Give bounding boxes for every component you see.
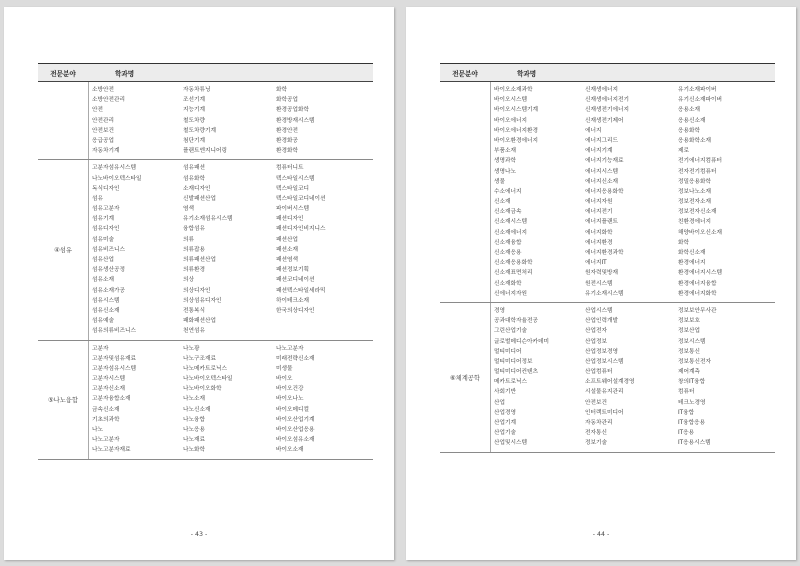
department-name: 유기소재시스템 <box>585 290 624 297</box>
department-name: 안전 <box>92 107 103 114</box>
department-name: 바이오시스템 <box>494 97 527 104</box>
department-grid <box>89 160 373 339</box>
department-name: 환경화공 <box>276 137 298 144</box>
department-name: 독식디자인 <box>92 185 120 192</box>
department-name: 미래전략신소재 <box>276 355 315 362</box>
department-name: 생명과학 <box>494 158 516 165</box>
department-name: 바이오산업기계 <box>276 416 315 423</box>
department-name: 신소재시스템 <box>494 219 527 226</box>
department-name: 신소재화학 <box>494 280 522 287</box>
department-name: 에너지환경 <box>585 239 613 246</box>
department-name: 정보나노소재 <box>678 188 711 195</box>
field-label: ④섬유 <box>38 160 89 339</box>
department-name: 바이오 <box>276 376 293 383</box>
department-name: 멀티미디어 <box>494 348 522 355</box>
department-name: 에너지환경과학 <box>585 250 624 256</box>
department-name: 텍스타일시스템 <box>276 175 315 182</box>
department-name: 나노 <box>92 427 103 433</box>
department-name: 천연섬유 <box>183 328 205 335</box>
department-name: 응용신소재 <box>678 117 706 124</box>
header-field: 전문분야 <box>50 69 76 78</box>
department-name: 수소에너지 <box>494 188 522 195</box>
department-name: 에너지화학 <box>585 229 613 236</box>
department-name: 섬유소재가공 <box>92 287 125 294</box>
department-name: IT융합 <box>678 409 695 416</box>
department-name: 나노메카트로닉스 <box>183 365 227 372</box>
department-name: 정밀응용화학 <box>678 178 711 185</box>
department-name: 공과대학자율전공 <box>494 318 538 325</box>
department-name: IT융합응용 <box>678 420 706 426</box>
department-name: 환경안전 <box>276 127 298 134</box>
department-name: 그린산업기술 <box>494 328 527 335</box>
department-name: 정보전자신소재 <box>678 209 717 216</box>
department-name: 바이오에너지 <box>494 117 527 124</box>
department-name: 고분자섬유시스템 <box>92 365 136 372</box>
department-name: 텍스타일코디 <box>276 185 309 192</box>
department-name: 소재디자인 <box>183 185 211 192</box>
department-name: 산업시스템 <box>585 307 613 314</box>
department-name: 전통복식 <box>183 307 205 314</box>
department-name: 의상섬유디자인 <box>183 297 222 304</box>
department-name: 섬유의류비즈니스 <box>92 328 136 335</box>
department-name: 하이테크소재 <box>276 297 309 304</box>
department-name: 섬유신소재 <box>92 307 120 314</box>
department-name: 패션디자인 <box>276 216 304 223</box>
field-section <box>440 303 775 453</box>
department-name: 바이오섬유소재 <box>276 437 315 444</box>
department-name: 전자통신 <box>585 430 607 437</box>
page-43 <box>4 7 394 560</box>
department-name: 신재생전기제어 <box>585 117 624 124</box>
department-name: 나노화학 <box>183 447 205 454</box>
department-name: 패션텍스타일세라믹 <box>276 287 326 294</box>
department-name: 유기소재섬유시스템 <box>183 216 233 223</box>
department-name: 신소재표면처리 <box>494 270 533 277</box>
department-name: 섬유비즈니스 <box>92 246 125 253</box>
department-name: 신소재융합 <box>494 239 522 246</box>
department-name: 환경방재시스템 <box>276 117 315 124</box>
department-name: 나노구조재료 <box>183 355 216 362</box>
department-name: 사회기반 <box>494 389 516 396</box>
department-name: IT응용 <box>678 430 695 437</box>
department-name: 에너지전기 <box>585 209 613 216</box>
department-name: 섬유소재 <box>92 277 114 284</box>
department-name: 나노바이오화학 <box>183 386 222 393</box>
field-label: ⑤나노융합 <box>38 341 89 459</box>
department-grid <box>491 303 775 452</box>
department-name: 에너지자원 <box>585 199 613 206</box>
department-name: 고분자 <box>92 345 109 352</box>
department-name: 융합섬유 <box>183 226 205 233</box>
header-department: 학과명 <box>517 69 537 78</box>
department-name: 신에너지자원 <box>494 290 527 297</box>
department-name: 의류 <box>183 236 194 243</box>
department-name: 신발패션산업 <box>183 195 216 202</box>
department-name: 나노바이오텍스타일 <box>92 175 142 182</box>
department-name: 테크노경영 <box>678 399 706 406</box>
department-name: 신소재응용화학 <box>494 260 533 267</box>
department-name: 나노광 <box>183 345 200 352</box>
department-name: 신소재 <box>494 199 511 206</box>
department-name: 환경에너지시스템 <box>678 270 722 277</box>
page-44 <box>406 7 796 560</box>
department-name: 나노응용 <box>183 427 205 433</box>
department-name: 섬유고분자 <box>92 206 120 213</box>
department-name: 안전관리 <box>92 117 114 124</box>
field-label: ⑥체계공학 <box>440 303 491 452</box>
department-name: 원전시스템 <box>585 280 613 287</box>
header-field: 전문분야 <box>452 69 478 78</box>
department-name: 철도차량기계 <box>183 127 216 134</box>
department-name: 소방안전관리 <box>92 97 125 104</box>
department-name: 산업컴퓨터 <box>585 369 613 376</box>
department-name: 산업경영 <box>494 409 516 416</box>
page-number: - 44 - <box>592 531 610 538</box>
department-name: 산업정보 <box>585 338 607 345</box>
department-name: 섬유패션 <box>183 165 205 172</box>
department-name: 파이버시스템 <box>276 206 309 213</box>
field-label <box>38 82 89 159</box>
department-name: 산업인력개발 <box>585 318 618 325</box>
department-name: 제로 <box>678 148 689 155</box>
department-name: 바이오에너지환경 <box>494 127 538 134</box>
department-name: 자동차튜닝 <box>183 87 211 93</box>
department-name: 환경에너지 <box>678 260 706 267</box>
department-name: 정보보안무사관 <box>678 307 717 314</box>
department-name: 환경화학 <box>276 148 298 155</box>
department-name: 의상 <box>183 277 194 284</box>
department-name: 한국의상디자인 <box>276 307 315 314</box>
department-name: 바이오시스템기계 <box>494 107 538 114</box>
table-header <box>38 64 373 82</box>
department-name: 바이오소재과학 <box>494 87 533 93</box>
department-name: 의류환경 <box>183 267 205 274</box>
department-name: 소방안전 <box>92 87 114 93</box>
department-name: 환경공업화학 <box>276 107 309 114</box>
department-name: 정보전자소재 <box>678 199 711 206</box>
department-name: 섬유예술 <box>92 318 114 325</box>
department-name: 패션정보기획 <box>276 267 309 274</box>
department-name: 고분자섬유시스템 <box>92 165 136 172</box>
department-name: 바이오나노 <box>276 396 304 403</box>
department-name: 나노신소재 <box>183 406 211 413</box>
department-grid <box>89 82 373 159</box>
department-name: 섬유산업 <box>92 257 114 263</box>
department-name: 환경에너지화학 <box>678 290 717 297</box>
department-name: 나노바이오텍스타일 <box>183 376 233 383</box>
department-name: 창의IT융합 <box>678 379 706 386</box>
department-name: 소프트웨어설계경영 <box>585 379 635 386</box>
department-grid <box>491 82 775 302</box>
department-name: 안전보건 <box>585 399 607 406</box>
department-name: 패션산업 <box>276 236 298 243</box>
department-name: 패화패션산업 <box>183 318 216 325</box>
department-name: 경영 <box>494 307 505 314</box>
department-name: 산업및시스템 <box>494 440 527 447</box>
department-name: 나노고분자재료 <box>92 447 131 454</box>
department-name: 텍스타일코디네이션 <box>276 195 326 202</box>
department-name: 환경에너지융합 <box>678 280 717 287</box>
department-grid <box>89 341 373 459</box>
department-name: 의상디자인 <box>183 287 211 294</box>
department-name: 바이오산업응용 <box>276 427 315 433</box>
department-name: 바이오환경에너지 <box>494 137 538 144</box>
department-name: 안전보건 <box>92 127 114 134</box>
department-name: 패션디자인비지니스 <box>276 226 326 233</box>
department-name: 산업정보경영 <box>585 348 618 355</box>
department-name: 의류패션산업 <box>183 257 216 263</box>
department-name: 컴퓨터니트 <box>276 165 304 172</box>
department-name: 나노고분자 <box>92 437 120 444</box>
department-name: 바이오메디컬 <box>276 406 309 413</box>
department-name: 화학 <box>678 239 689 246</box>
department-name: 제어계측 <box>678 369 700 376</box>
department-name: 산업기계 <box>494 420 516 426</box>
department-name: 유기신소재파이버 <box>678 97 722 104</box>
department-name: 자동차기계 <box>92 148 120 155</box>
department-name: 신재생에너지 <box>585 87 618 93</box>
page-number: - 43 - <box>190 531 208 538</box>
department-name: 에너지 <box>585 127 602 134</box>
department-name: 조선기계 <box>183 97 205 104</box>
department-name: 금속신소재 <box>92 406 120 413</box>
department-name: 응용소재 <box>678 107 700 114</box>
header-department: 학과명 <box>115 69 135 78</box>
department-name: IT응용시스템 <box>678 440 711 447</box>
department-name: 섬유시스템 <box>92 297 120 304</box>
department-name: 철도차량 <box>183 117 205 124</box>
department-name <box>276 326 373 336</box>
department-name: 에너지플랜트 <box>585 219 618 226</box>
department-name: 패션염색 <box>276 257 298 263</box>
department-name: 정보보호 <box>678 318 700 325</box>
department-name: 섬유미술 <box>92 236 114 243</box>
department-name: 생물 <box>494 178 505 185</box>
department-name: 신재생에너지전기 <box>585 97 629 104</box>
department-name: 유기소재파이버 <box>678 87 717 93</box>
department-name: 에너지IT <box>585 260 607 267</box>
department-name: 친환경에너지 <box>678 219 711 226</box>
department-name: 신소재응용 <box>494 250 522 256</box>
department-table <box>38 63 373 460</box>
department-name: 고분자신소재 <box>92 386 125 393</box>
department-name: 바이오소재 <box>276 447 304 454</box>
department-name: 바이오건강 <box>276 386 304 393</box>
department-name: 에너지신소재 <box>585 178 618 185</box>
department-name: 첨단기계 <box>183 137 205 144</box>
department-name: 플랜트엔지니어링 <box>183 148 227 155</box>
department-name: 미생물 <box>276 365 293 372</box>
department-name: 정보시스템 <box>678 338 706 345</box>
department-name: 고분자시스템 <box>92 376 125 383</box>
department-name: 컴퓨터 <box>678 389 695 396</box>
field-label <box>440 82 491 302</box>
department-name: 섬유생산공정 <box>92 267 125 274</box>
department-name: 섬유화학 <box>183 175 205 182</box>
department-name: 고분자융합소재 <box>92 396 131 403</box>
department-name: 산업 <box>494 399 505 406</box>
department-name: 지능기계 <box>183 107 205 114</box>
department-name: 나노소재 <box>183 396 205 403</box>
department-name: 부품소재 <box>494 148 516 155</box>
field-section <box>38 160 373 340</box>
department-name: 생명나노 <box>494 168 516 175</box>
department-name: 패션소재 <box>276 246 298 253</box>
department-name: 신소재금속 <box>494 209 522 216</box>
department-name: 고분자및섬유재료 <box>92 355 136 362</box>
department-name: 전자전기컴퓨터 <box>678 168 717 175</box>
department-name: 에너지그리드 <box>585 137 618 144</box>
department-name: 정보통신전자 <box>678 358 711 365</box>
department-name: 인터랙트미디어 <box>585 409 624 416</box>
department-name: 화학신소재 <box>678 250 706 256</box>
department-name: 섬유기계 <box>92 216 114 223</box>
department-name: 산업전자 <box>585 328 607 335</box>
department-name: 자동차관리 <box>585 420 613 426</box>
department-name: 원자력및방재 <box>585 270 618 277</box>
department-name: 응급공업 <box>92 137 114 144</box>
department-name: 시설물유지관리 <box>585 389 624 396</box>
department-name: 신소재에너지 <box>494 229 527 236</box>
department-name: 글로벌메디슨아카데미 <box>494 338 549 345</box>
department-name: 정보기술 <box>585 440 607 447</box>
field-section <box>38 341 373 460</box>
department-name: 나노융합 <box>183 416 205 423</box>
department-name: 화학공업 <box>276 97 298 104</box>
department-name: 에너지시스템 <box>585 168 618 175</box>
department-name: 산업기술 <box>494 430 516 437</box>
department-name: 응용화학 <box>678 127 700 134</box>
department-name <box>276 316 373 326</box>
table-header <box>440 64 775 82</box>
department-name: 메카트로닉스 <box>494 379 527 386</box>
field-section <box>440 82 775 303</box>
department-name: 섬유 <box>92 195 103 202</box>
department-name: 염색 <box>183 206 194 213</box>
department-name: 화학 <box>276 87 287 93</box>
field-section <box>38 82 373 160</box>
department-name: 나노고분자 <box>276 345 304 352</box>
department-name: 산업정보시스템 <box>585 358 624 365</box>
department-name: 에너지기능재료 <box>585 158 624 165</box>
department-name: 멀티미디어컨텐츠 <box>494 369 538 376</box>
department-name: 전기에너지컴퓨터 <box>678 158 722 165</box>
department-name: 나노재료 <box>183 437 205 444</box>
department-name: 섬유디자인 <box>92 226 120 233</box>
department-name: 응용화학소재 <box>678 137 711 144</box>
department-name: 멀티미디어정보 <box>494 358 533 365</box>
department-name: 정보통신 <box>678 348 700 355</box>
department-name: 신재생전기에너지 <box>585 107 629 114</box>
department-name: 해양바이오신소재 <box>678 229 722 236</box>
department-name: 에너지응용화학 <box>585 188 624 195</box>
department-name: 정보산업 <box>678 328 700 335</box>
department-name: 패션코디네이션 <box>276 277 315 284</box>
department-name: 기초의과학 <box>92 416 120 423</box>
department-table <box>440 63 775 453</box>
department-name: 에너지기계 <box>585 148 613 155</box>
department-name: 의류잡용 <box>183 246 205 253</box>
